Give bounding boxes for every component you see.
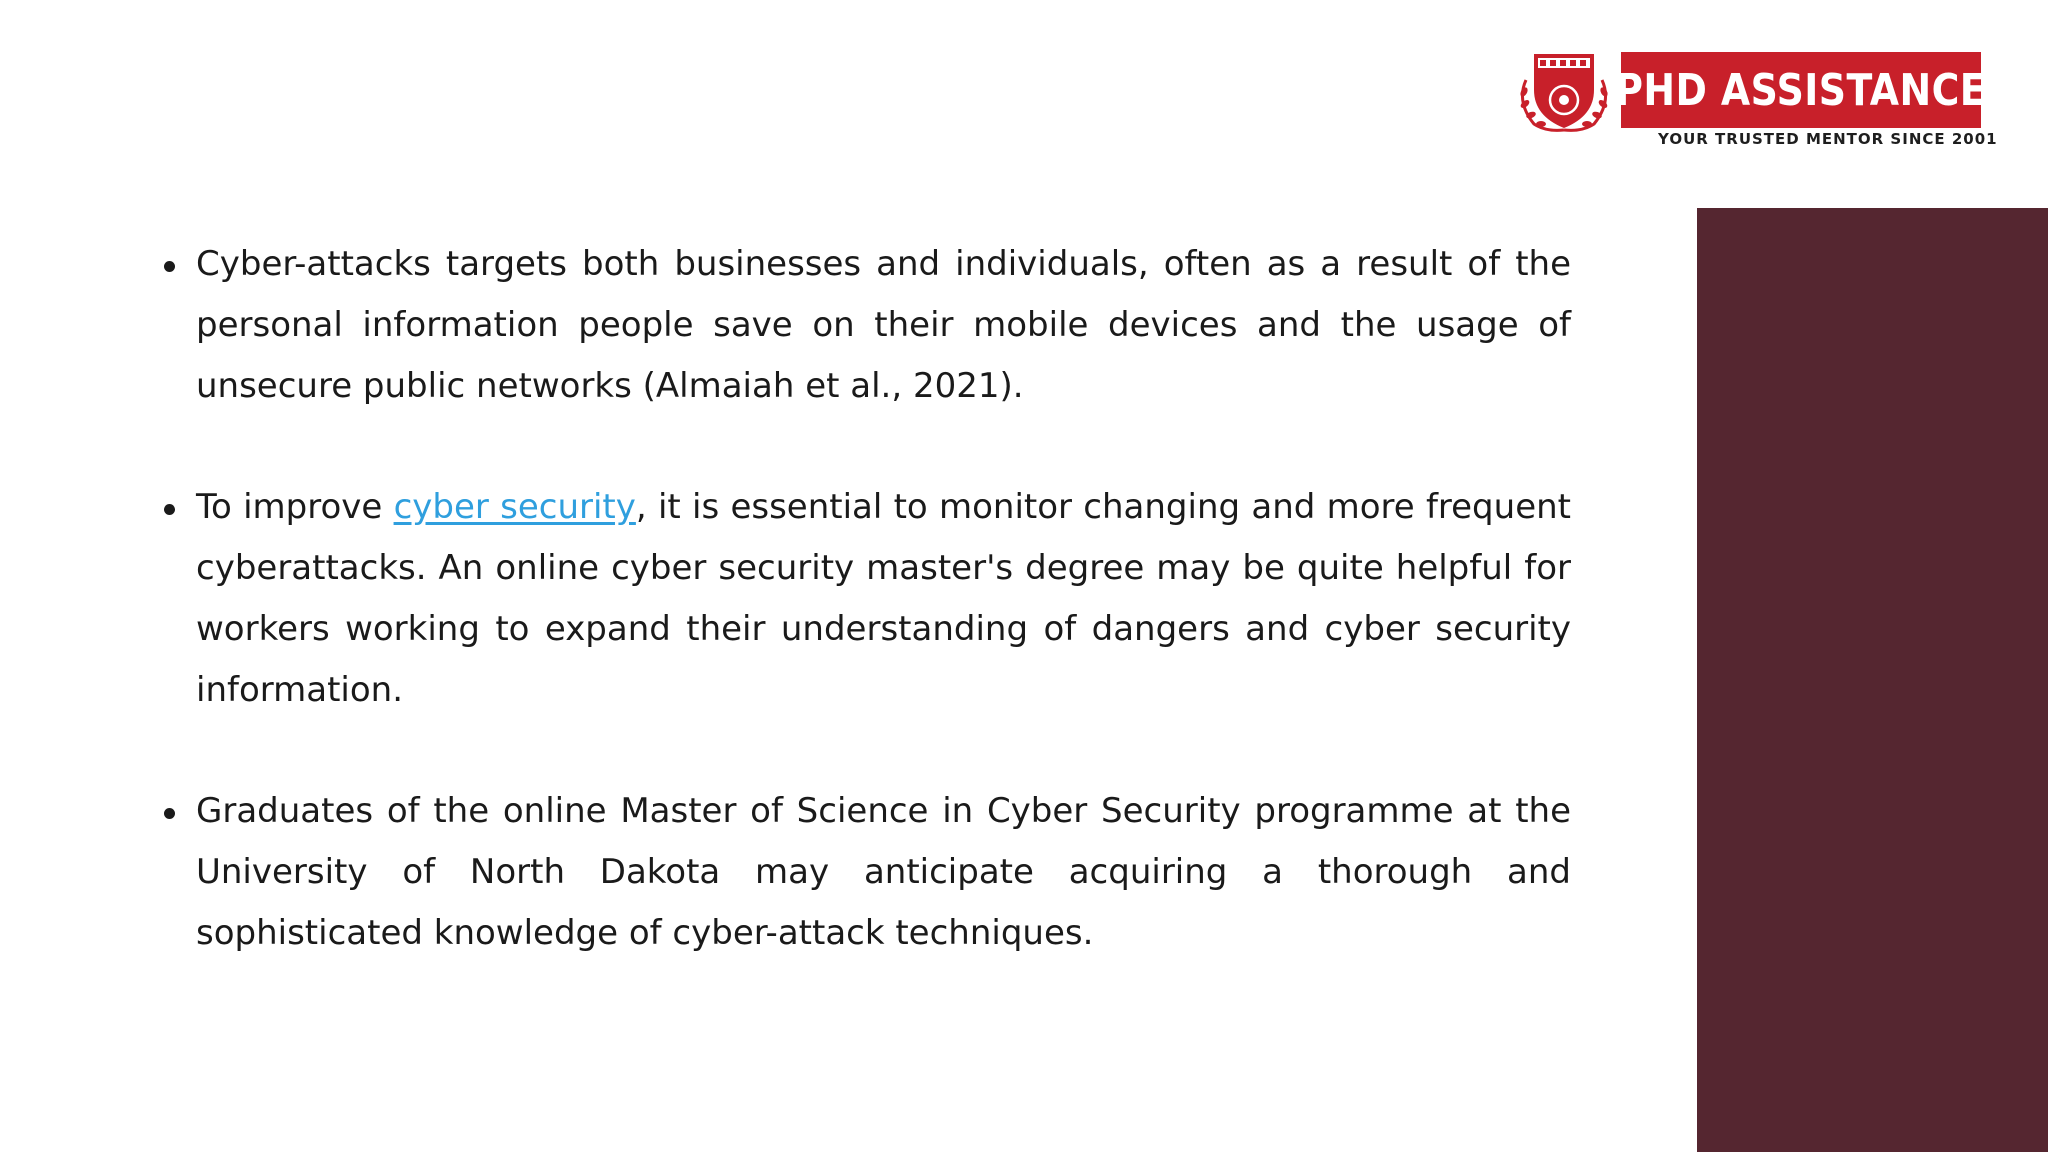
bullet-item <box>150 781 1571 964</box>
content-area <box>150 234 1571 1024</box>
side-panel <box>1697 208 2048 1152</box>
cyber-security-link[interactable]: cyber security <box>393 487 636 527</box>
bullet-list <box>150 234 1571 964</box>
bullet-text: Graduates of the online Master of Science in Cyber Security programme at the University of North Dakota may anticipate acquiring a thorough and sophisticated knowledge of cyber-attack techniques. <box>196 791 1571 953</box>
bullet-text-before-link: To improve <box>196 487 394 527</box>
logo-tagline: YOUR TRUSTED MENTOR SINCE 2001 <box>1658 130 1998 148</box>
bullet-item <box>150 477 1571 721</box>
shield-crest-icon <box>1512 50 1616 134</box>
bullet-item <box>150 234 1571 417</box>
bullet-text: Cyber-attacks targets both businesses and individuals, often as a result of the personal information people save on their mobile devices and the usage of unsecure public networks (Almaiah et al., 2021). <box>196 244 1571 406</box>
bullet-dot-icon <box>164 504 175 515</box>
logo-name: PHD ASSISTANCE <box>1615 64 1987 116</box>
logo-banner <box>1615 52 1987 128</box>
bullet-dot-icon <box>164 261 175 272</box>
bullet-text-after-link: , it is essential to monitor changing and more frequent cyberattacks. An online cyber security master's degree may be quite helpful for workers working to expand their understanding of dangers and cyber security information. <box>196 487 1571 710</box>
bullet-dot-icon <box>164 808 175 819</box>
phd-assistance-logo <box>1512 50 1998 154</box>
